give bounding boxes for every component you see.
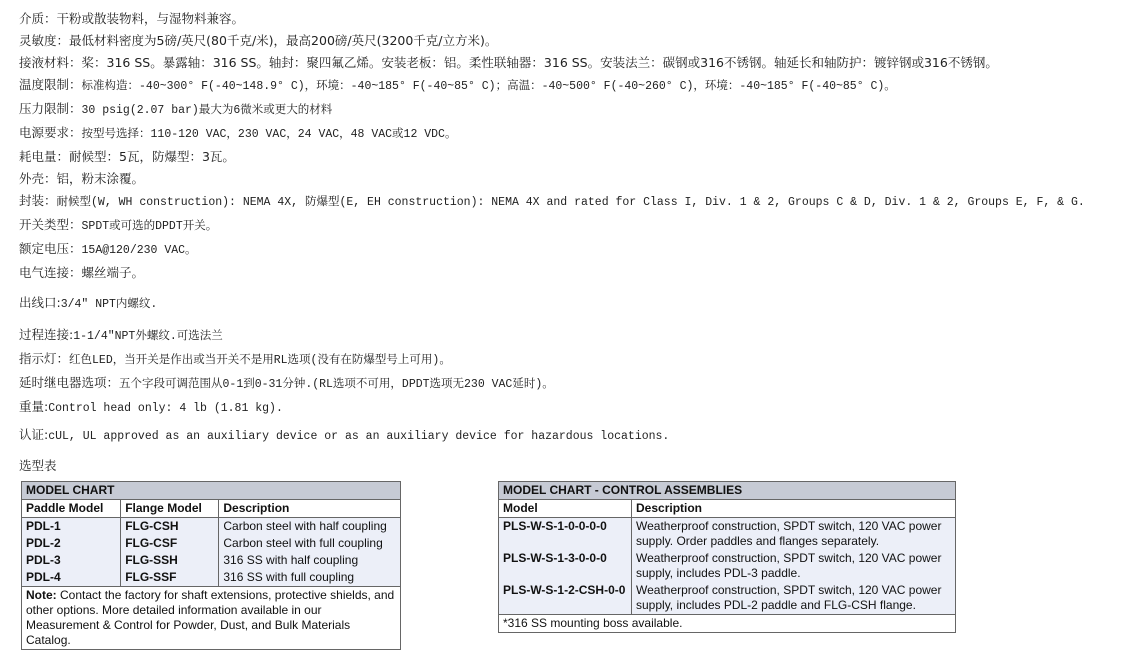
- spec-power-requirements: 电源要求：按型号选择：110-120 VAC，230 VAC，24 VAC，48 VAC或12 VDC。: [19, 125, 457, 141]
- paddle-model-cell: PDL-1: [22, 518, 121, 536]
- flange-model-cell: FLG-CSH: [121, 518, 219, 536]
- note-text: Contact the factory for shaft extensions, protective shields, and other options. More detailed information available in our Measurement & Control for Powder, Dust, and Bulk Materials Catalog.: [26, 588, 395, 647]
- flange-model-cell: FLG-SSH: [121, 552, 219, 569]
- spec-process-connection: 过程连接:1-1/4″NPT外螺纹.可选法兰: [19, 327, 223, 343]
- spec-power-consumption: 耗电量：耐候型：5瓦，防爆型：3瓦。: [19, 149, 235, 164]
- paddle-model-cell: PDL-4: [22, 569, 121, 587]
- paddle-model-cell: PDL-3: [22, 552, 121, 569]
- model-cell: PLS-W-S-1-2-CSH-0-0: [499, 582, 632, 615]
- model-chart-table: [21, 481, 401, 650]
- column-header-description: Description: [219, 500, 401, 518]
- description-cell: 316 SS with half coupling: [219, 552, 401, 569]
- spec-medium: 介质：干粉或散装物料，与湿物料兼容。: [19, 11, 245, 26]
- column-header-flange-model: Flange Model: [121, 500, 219, 518]
- table-row: [22, 552, 401, 569]
- paddle-model-cell: PDL-2: [22, 535, 121, 552]
- table-row: [499, 582, 956, 615]
- flange-model-cell: FLG-SSF: [121, 569, 219, 587]
- description-cell: Weatherproof construction, SPDT switch, 120 VAC power supply, includes PDL-2 paddle and FLG-CSH flange.: [632, 582, 956, 615]
- spec-list: [19, 8, 1129, 448]
- table-row: [22, 569, 401, 587]
- spec-switch-type: 开关类型：SPDT或可选的DPDT开关。: [19, 217, 218, 233]
- model-chart-note: [22, 587, 401, 650]
- spec-sensitivity: 灵敏度：最低材料密度为5磅/英尺(80千克/米)，最高200磅/英尺(3200千克/立方米)。: [19, 33, 498, 48]
- flange-model-cell: FLG-CSF: [121, 535, 219, 552]
- control-chart-title: MODEL CHART - CONTROL ASSEMBLIES: [499, 482, 956, 500]
- column-header-description: Description: [632, 500, 956, 518]
- model-cell: PLS-W-S-1-3-0-0-0: [499, 550, 632, 582]
- note-label: Note:: [26, 588, 57, 602]
- selection-table-title: 选型表: [19, 458, 57, 473]
- spec-approvals: 认证:cUL, UL approved as an auxiliary device or as an auxiliary device for hazardous locations.: [19, 427, 670, 443]
- spec-housing: 外壳：铝，粉末涂覆。: [19, 171, 145, 186]
- description-cell: Weatherproof construction, SPDT switch, 120 VAC power supply. Order paddles and flanges separately.: [632, 518, 956, 551]
- spec-weight: 重量:Control head only: 4 lb (1.81 kg).: [19, 399, 283, 415]
- column-header-paddle-model: Paddle Model: [22, 500, 121, 518]
- spec-pressure-limits: 压力限制：30 psig(2.07 bar)最大为6微米或更大的材料: [19, 101, 333, 117]
- control-assemblies-table: [498, 481, 956, 633]
- description-cell: Weatherproof construction, SPDT switch, 120 VAC power supply, includes PDL-3 paddle.: [632, 550, 956, 582]
- spec-rated-voltage: 额定电压：15A@120/230 VAC。: [19, 241, 197, 257]
- spec-conduit-connection: 出线口:3/4″ NPT内螺纹.: [19, 295, 158, 311]
- description-cell: 316 SS with full coupling: [219, 569, 401, 587]
- table-row: [499, 518, 956, 551]
- model-cell: PLS-W-S-1-0-0-0-0: [499, 518, 632, 551]
- spec-indicator-light: 指示灯：红色LED，当开关是作出或当开关不是用RL选项(没有在防爆型号上可用)。: [19, 351, 451, 367]
- control-chart-footnote: *316 SS mounting boss available.: [499, 615, 956, 633]
- table-row: [499, 550, 956, 582]
- spec-time-delay-relay: 延时继电器选项：五个字段可调范围从0-1到0-31分钟.(RL选项不可用，DPDT选项无230 VAC延时)。: [19, 375, 554, 391]
- description-cell: Carbon steel with half coupling: [219, 518, 401, 536]
- column-header-model: Model: [499, 500, 632, 518]
- model-chart-title: MODEL CHART: [22, 482, 401, 500]
- description-cell: Carbon steel with full coupling: [219, 535, 401, 552]
- spec-temperature-limits: 温度限制：标准构造：-40~300° F(-40~148.9° C)，环境：-40~185° F(-40~85° C)；高温：-40~500° F(-40~260° C)，环境：-40~185° F(-40~85° C)。: [19, 77, 896, 93]
- spec-wetted-materials: 接液材料：桨：316 SS。暴露轴：316 SS。轴封：聚四氟乙烯。安装老板：铝。柔性联轴器：316 SS。安装法兰：碳钢或316不锈钢。轴延长和轴防护：镀锌钢或316不锈钢。: [19, 55, 998, 70]
- table-row: [22, 535, 401, 552]
- table-row: [22, 518, 401, 536]
- spec-enclosure: 封装：耐候型(W, WH construction): NEMA 4X, 防爆型(E, EH construction): NEMA 4X and rated for Class I, Div. 1 & 2, Groups C & D, Div. 1 & 2, Groups E, F, & G.: [19, 193, 1085, 209]
- spec-electrical-connection: 电气连接：螺丝端子。: [19, 265, 145, 280]
